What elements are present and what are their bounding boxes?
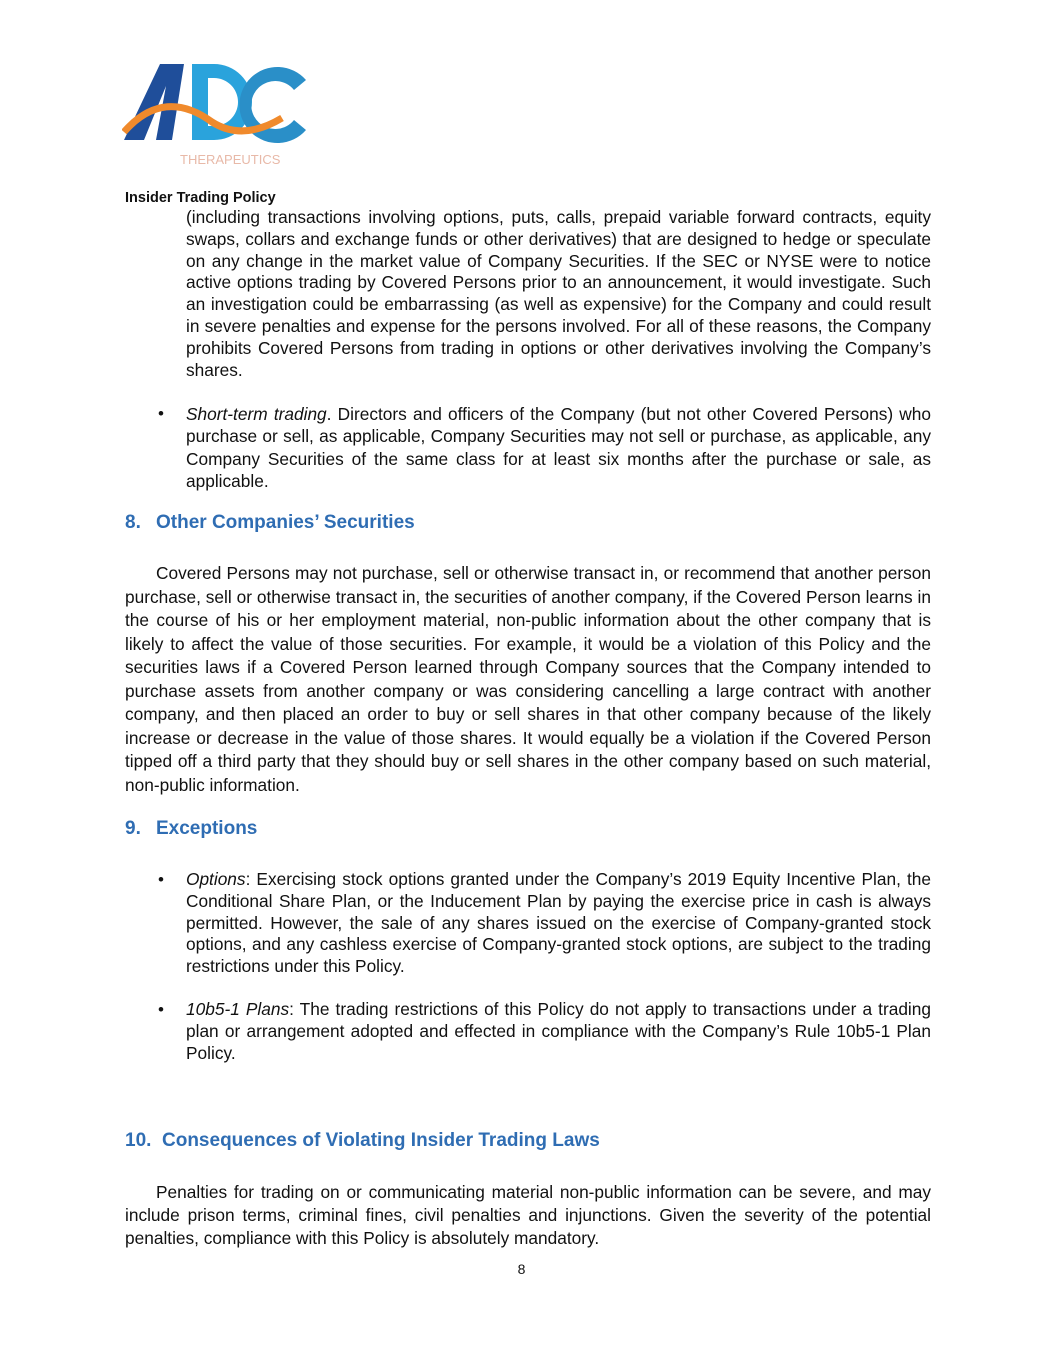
document-header: Insider Trading Policy bbox=[125, 190, 276, 206]
continued-paragraph: (including transactions involving options, puts, calls, prepaid variable forward contracts, equity swaps, collars and exchange funds or other derivatives) that are designed to hedge or speculate on any change in the market value of Company Securities. If the SEC or NYSE were to notice active options trading by Covered Persons prior to an announcement, it would investigate. Such an investigation could be embarrassing (as well as expensive) for the Company and could result in severe penalties and expense for the persons involved. For all of these reasons, the Company prohibits Covered Persons from trading in options or other derivatives involving the Company’s shares. bbox=[186, 207, 931, 380]
bullet-icon: • bbox=[158, 404, 164, 423]
section-8-heading: 8. Other Companies’ Securities bbox=[125, 512, 415, 533]
bullet-short-term-trading: • Short-term trading. Directors and officers of the Company (but not other Covered Persons) who purchase or sell, as applicable, Company Securities may not sell or purchase, as applicable, any Company Securities of the same class for at least six months after the purchase or sale, as applicable. bbox=[158, 404, 932, 491]
company-logo bbox=[122, 60, 312, 170]
bullet-icon: • bbox=[158, 870, 164, 889]
section-10-heading: 10. Consequences of Violating Insider Trading Laws bbox=[125, 1130, 600, 1151]
bullet-icon: • bbox=[158, 1000, 164, 1019]
page-number: 8 bbox=[517, 1261, 526, 1277]
section-8-body: Covered Persons may not purchase, sell or otherwise transact in, or recommend that another person purchase, sell or otherwise transact in, the securities of another company, if the Covered Person learns in the course of his or her employment material, non-public information about the other company that is likely to affect the value of those securities. For example, it would be a violation of this Policy and the securities laws if a Covered Person learned through Company sources that the Company intended to purchase assets from another company or was considering cancelling a large contract with another company, and then placed an order to buy or sell shares in that other company because of the likely increase or decrease in the value of those shares. It would equally be a violation if the Covered Person tipped off a third party that they should buy or sell shares in the other company based on such material, non-public information. bbox=[125, 563, 931, 795]
section-10-body: Penalties for trading on or communicating material non-public information can be severe, and may include prison terms, criminal fines, civil penalties and injunctions. Given the severity of the potential penalties, compliance with this Policy is absolutely mandatory. bbox=[125, 1182, 931, 1248]
bullet-options: • Options: Exercising stock options granted under the Company’s 2019 Equity Incentive Plan, the Conditional Share Plan, or the Inducement Plan by paying the exercise price in cash is always permitted. However, the sale of any shares issued on the exercise of Company-granted stock options, and any cashless exercise of Company-granted stock options, are subject to the trading restrictions under this Policy. bbox=[158, 869, 931, 977]
section-9-heading: 9. Exceptions bbox=[125, 818, 258, 839]
logo-subtitle: THERAPEUTICS bbox=[180, 152, 281, 167]
bullet-10b5-1-plans: • 10b5-1 Plans: The trading restrictions of this Policy do not apply to transactions under a trading plan or arrangement adopted and effected in compliance with the Company’s Rule 10b5-1 Plan Policy. bbox=[158, 999, 931, 1063]
